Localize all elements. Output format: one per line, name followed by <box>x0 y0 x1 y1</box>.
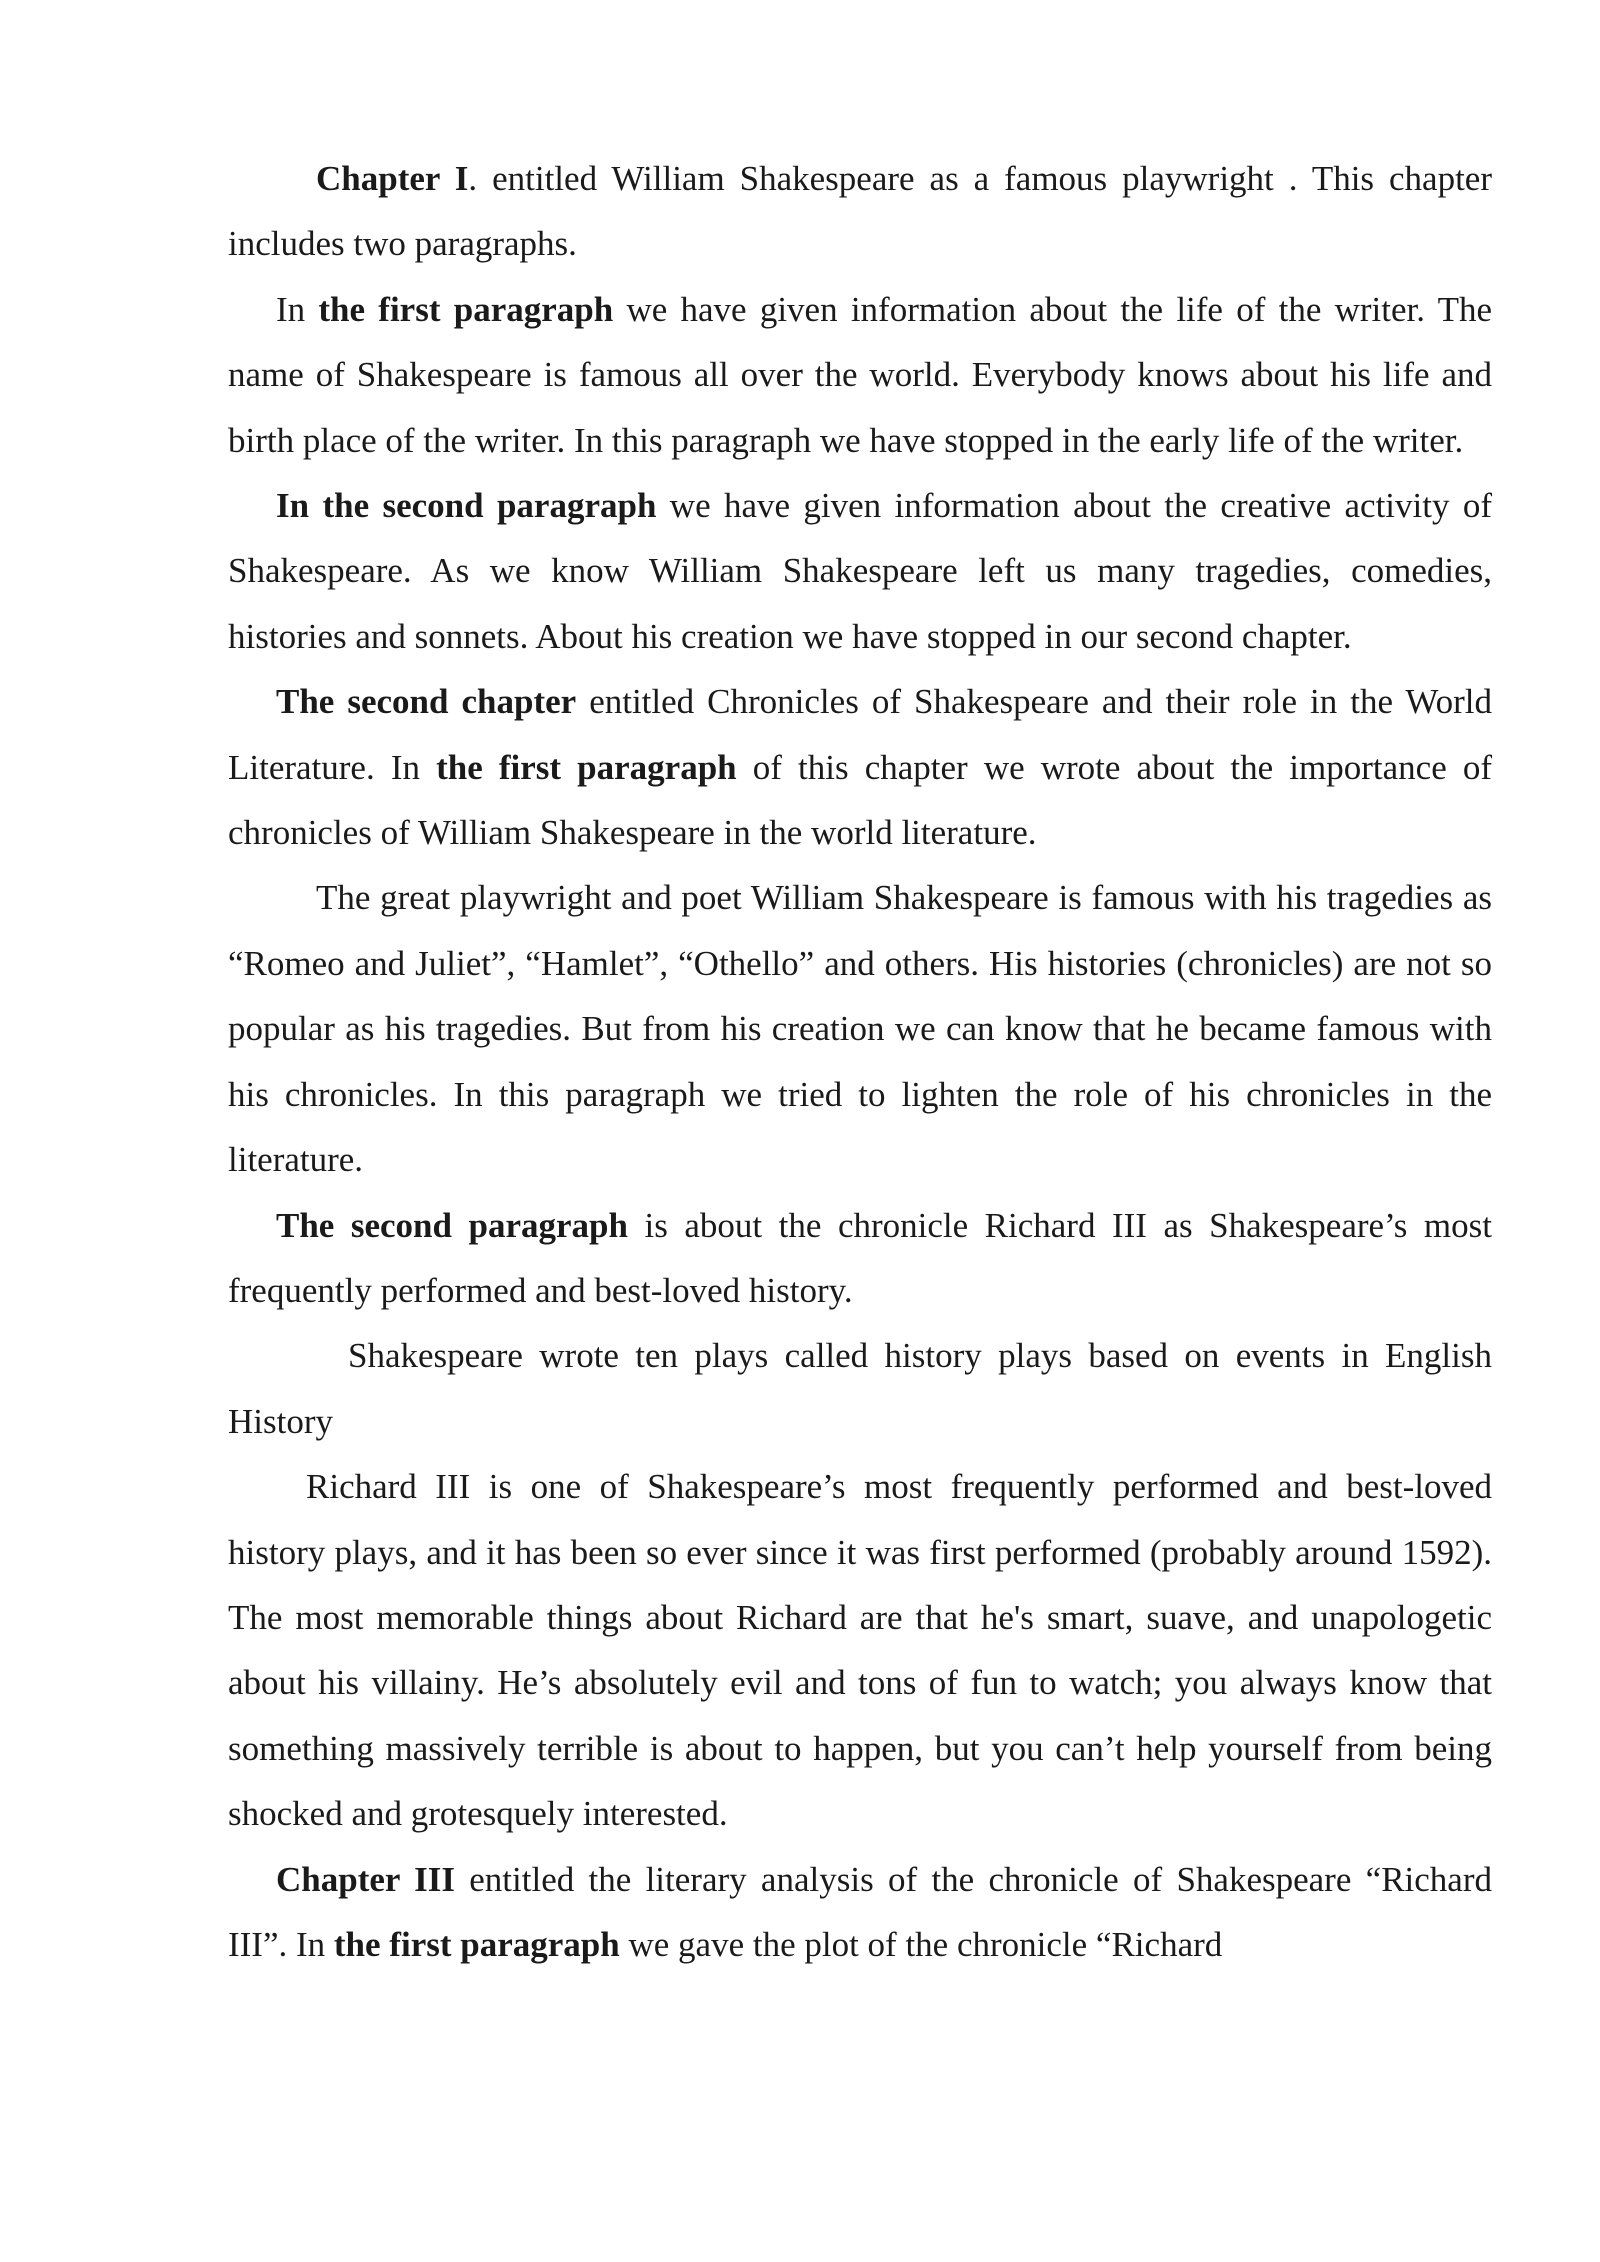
text-run: of this chapter we wrote about the importance of chronicles of William Shakespeare in the world literature. <box>228 747 1493 853</box>
text-run: The great playwright and poet William Shakespeare is famous with his tragedies as “Romeo and Juliet”, “Hamlet”, “Othello” and others. His histories (chronicles) are not so popular as his tragedies. But from his creation we can know that he became famous with his chronicles. In this paragraph we tried to lighten the role of his chronicles in the literature. <box>228 878 1492 1180</box>
text-run: entitled the literary analysis of the chronicle of Shakespeare “Richard III”. In <box>228 1859 1492 1964</box>
paragraph-chapter-one <box>228 146 1492 277</box>
paragraph-second-paragraph-summary <box>228 473 1492 669</box>
text-run: Richard III is one of Shakespeare’s most frequently performed and best-loved history plays, and it has been so ever since it was first performed (probably around 1592). The most memorable things about Richard are that he's smart, suave, and unapologetic about his villainy. He’s absolutely evil and tons of fun to watch; you always know that something massively terrible is about to happen, but you can’t help yourself from being shocked and grotesquely interested. <box>228 1467 1492 1834</box>
paragraph-second-chapter <box>228 669 1492 865</box>
paragraph-richard-iii-intro <box>228 1193 1492 1324</box>
paragraph-great-playwright <box>228 865 1492 1192</box>
paragraph-richard-iii-description <box>228 1454 1492 1846</box>
bold-run: Chapter III <box>276 1859 455 1899</box>
document-page <box>228 146 1492 1977</box>
paragraph-first-paragraph-summary <box>228 277 1492 473</box>
text-run: is about the chronicle Richard III as Shakespeare’s most frequently performed and best-loved history. <box>228 1205 1493 1310</box>
bold-run: the first paragraph <box>333 1924 620 1964</box>
bold-run: the first paragraph <box>436 747 737 787</box>
text-run: . entitled William Shakespeare as a famous playwright . This chapter includes two paragraphs. <box>228 159 1492 264</box>
text-run: we have given information about the life of the writer. The name of Shakespeare is famous all over the world. Everybody knows about his life and birth place of the writer. In this paragraph we have stopped in the early life of the writer. <box>228 289 1493 460</box>
text-run: Shakespeare wrote ten plays called history plays based on events in English History <box>228 1336 1492 1441</box>
paragraph-history-plays <box>228 1323 1492 1454</box>
text-run: In <box>276 289 319 329</box>
text-run: we gave the plot of the chronicle “Richard <box>619 1924 1223 1964</box>
bold-run: In the second paragraph <box>276 486 657 526</box>
paragraph-chapter-three <box>228 1847 1492 1978</box>
bold-run: The second chapter <box>276 682 577 722</box>
bold-run: the first paragraph <box>318 289 614 329</box>
text-run: we have given information about the creative activity of Shakespeare. As we know William Shakespeare left us many tragedies, comedies, histories and sonnets. About his creation we have stopped in our second chapter. <box>228 486 1493 656</box>
bold-run: Chapter I <box>316 159 469 198</box>
bold-run: The second paragraph <box>276 1205 628 1245</box>
text-run: entitled Chronicles of Shakespeare and their role in the World Literature. In <box>228 682 1493 787</box>
